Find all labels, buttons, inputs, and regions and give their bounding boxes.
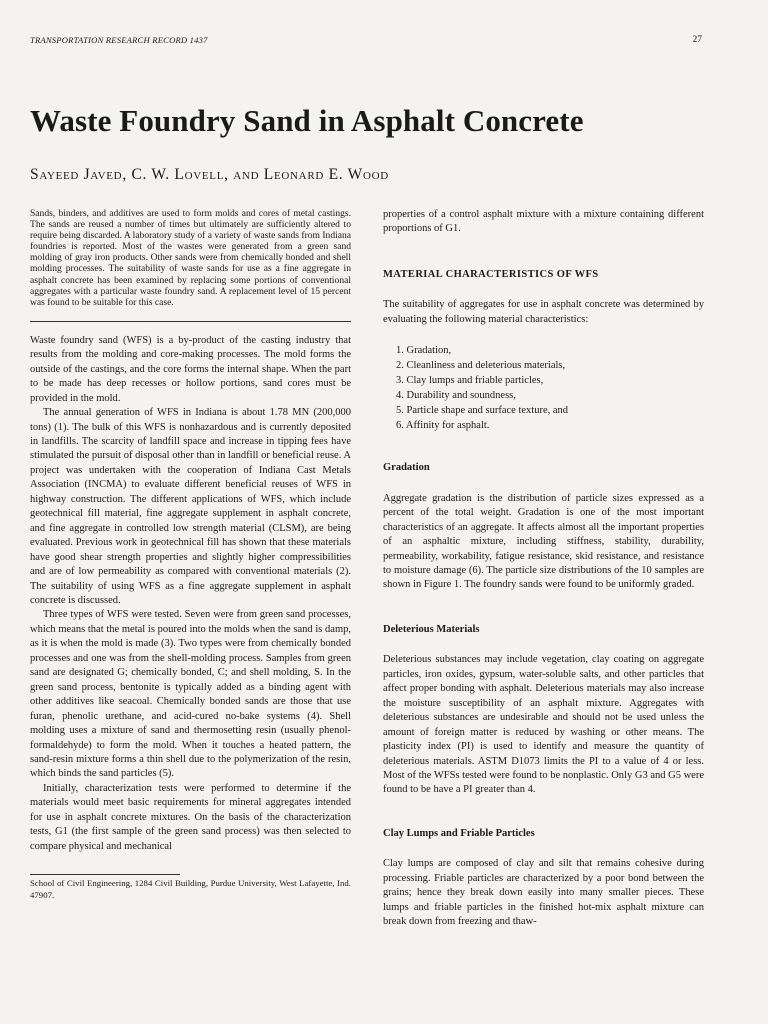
list-item: 5. Particle shape and surface texture, and <box>396 405 569 417</box>
running-head: TRANSPORTATION RESEARCH RECORD 1437 <box>30 35 208 45</box>
list-item: 1. Gradation, <box>396 345 452 357</box>
abstract: Sands, binders, and additives are used to form molds and cores of metal castings. The sands are reused a number of times but ultimately are sufficiently altered to require being discarded. A laboratory study of a variety of waste sands from Indiana foundries is reported. Most of the wastes were generated from a green sand molding of gray iron products. Other sands were from chemically bonded and shell molding processes. The suitability of waste sands for use as a fine aggregate in asphalt concrete has been examined by replacing some portions of conventional aggregates with a particular waste foundry sand. A replacement level of 15 percent was found to be suitable for this case. <box>30 208 351 308</box>
continuation-paragraph: properties of a control asphalt mixture with a mixture containing different proportions of G1. <box>383 209 704 235</box>
affiliation-footnote: School of Civil Engineering, 1284 Civil Building, Purdue University, West Lafayette, Ind. 47907. <box>30 878 351 900</box>
section-heading-material: MATERIAL CHARACTERISTICS OF WFS <box>383 268 599 280</box>
subsection-heading-gradation: Gradation <box>383 462 430 474</box>
abstract-divider <box>30 321 351 322</box>
footnote-divider <box>30 874 180 875</box>
subsection-heading-clay-lumps: Clay Lumps and Friable Particles <box>383 827 535 839</box>
subsection-heading-deleterious: Deleterious Materials <box>383 623 480 635</box>
right-column <box>383 208 704 930</box>
deleterious-paragraph: Deleterious substances may include vegetation, clay coating on aggregate particles, iron oxides, gypsum, water-soluble salts, and other particles that affect proper bonding with asphalt. Deleterious materials may also increase the moisture susceptibility of an asphalt mixture. Aggregates with deleterious substances are undesirable and should not be used unless the amount of foreign matter is reduced by washing or other means. The plasticity index (PI) is used to identify and measure the quantity of deleterious materials. ASTM D1073 limits the PI to a value of 4 or less. Most of the WFSs tested were found to be nonplastic. Only G3 and G5 were found to be have a PI greater than 4. <box>383 654 704 796</box>
gradation-paragraph: Aggregate gradation is the distribution of particle sizes expressed as a percent of the total weight. Gradation is one of the most important characteristics of an aggregate. It affects almost all the important properties of an asphaltic mixture, including stiffness, stability, durability, permeability, workability, fatigue resistance, skid resistance, and resistance to moisture damage (6). The particle size distributions of the 10 samples are shown in Figure 1. The foundry sands were found to be uniformly graded. <box>383 492 704 591</box>
left-column <box>30 208 351 901</box>
clay-lumps-paragraph: Clay lumps are composed of clay and silt that remains cohesive during processing. Friable particles are characterized by a poor bond between the grains; hence they break down easily into many smaller pieces. These lumps and friable particles in the finished hot-mix asphalt mixture can break down from freezing and thaw- <box>383 858 704 928</box>
characteristics-list <box>383 343 704 433</box>
intro-paragraph-3: Three types of WFS were tested. Seven were from green sand processes, which means that the metal is poured into the molds when the sand is damp, as it is when the mold is made (3). Two types were from chemically bonded processes and one was from the shell-molding process. Samples from green sand are designated G; chemically bonded, C; and shell molding, S. In the green sand process, bentonite is typically added as a binding agent with other additives like seacoal. Chemically bonded sands are those that use furan, phenolic urethane, and acid-cured no-bake systems (4). Shell molding uses a mixture of sand and thermosetting resin (usually phenol-formaldehyde) to form the mold. When it touches a heated pattern, the sand-resin mixture forms a thin shell due to the polymerization of the resin, which binds the sand particles (5). <box>30 609 351 780</box>
paper-title: Waste Foundry Sand in Asphalt Concrete <box>30 103 584 138</box>
list-item: 2. Cleanliness and deleterious materials, <box>396 360 566 372</box>
material-intro: The suitability of aggregates for use in asphalt concrete was determined by evaluating the following material characteristics: <box>383 299 704 325</box>
page-number: 27 <box>692 35 702 45</box>
list-item: 3. Clay lumps and friable particles, <box>396 375 544 387</box>
list-item: 4. Durability and soundness, <box>396 390 516 402</box>
intro-paragraph-1: Waste foundry sand (WFS) is a by-product of the casting industry that results from the molding and core-making processes. The mold forms the outside of the castings, and the core forms the internal shape. When the part to be made has deep recesses or hollow portions, sand cores must be provided in the mold. <box>30 334 351 404</box>
intro-paragraph-2: The annual generation of WFS in Indiana is about 1.78 MN (200,000 tons) (1). The bulk of this WFS is nonhazardous and is currently deposited in landfills. The scarcity of landfill space and increase in tipping fees have stimulated the pursuit of disposal other than in landfill or beneficial reuse. A project was undertaken with the cooperation of Indiana Cast Metals Association (INCMA) to evaluate different beneficial reuses of WFS in highway construction. The different applications of WFS, which include geotechnical fill material, fine aggregate supplement in asphalt concrete, and fine aggregate in controlled low strength material (CLSM), are being evaluated. Previous work in geotechnical fill has shown that these materials have good shear strength properties and slightly higher compressibilities and are of low permeability as compared with conventional materials (2). The suitability of using WFS as a fine aggregate supplement in asphalt concrete is discussed. <box>30 407 351 606</box>
intro-paragraph-4: Initially, characterization tests were performed to determine if the materials would meet basic requirements for mineral aggregates intended for use in asphalt concrete mixtures. On the basis of the characterization tests, G1 (the first sample of the green sand process) was then selected to compare physical and mechanical <box>30 782 351 852</box>
author-line: Sayeed Javed, C. W. Lovell, and Leonard E. Wood <box>30 166 389 183</box>
list-item: 6. Affinity for asphalt. <box>396 420 490 432</box>
